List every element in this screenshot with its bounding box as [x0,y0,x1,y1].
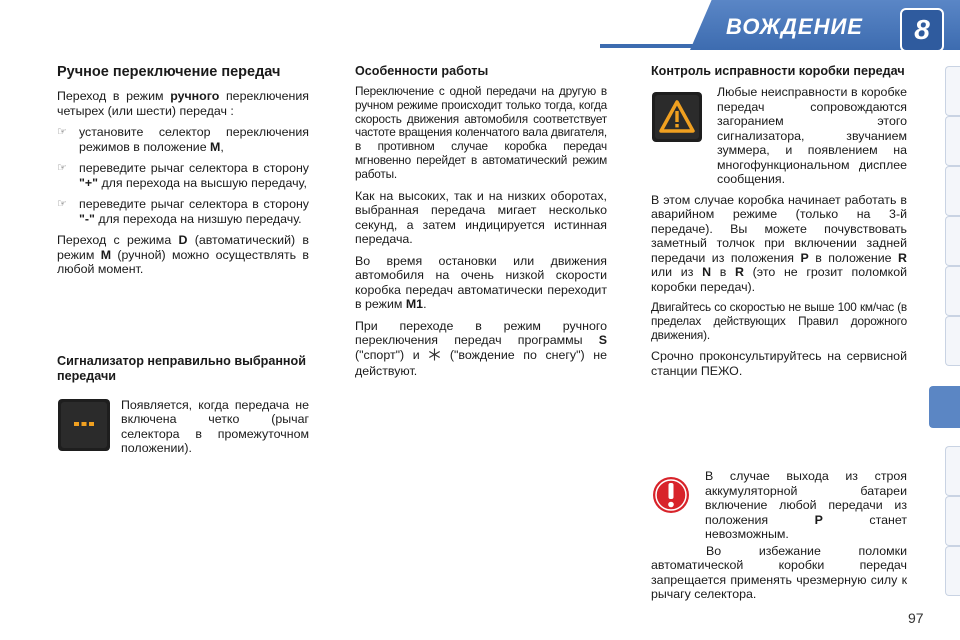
chapter-tab-active[interactable] [929,386,960,428]
warning-block [651,85,907,187]
column-operation [355,64,607,386]
column-gearbox-check [651,64,907,609]
gear-indicator-icon [57,398,111,456]
pointing-hand-icon: ☞ [57,162,67,174]
section-heading-manual: Ручное переключение передач [57,64,281,80]
paragraph: Двигайтесь со скоростью не выше 100 км/час (в пределах действующих Правил дорожного движения). [651,300,907,342]
warning-text: Любые неисправности в коробке передач сопровождаются загоранием этого сигнализатора, звучанием зуммера, и появлением на многофункциональном дисплее сообщения. [717,85,907,186]
paragraph: Переход в режим ручного переключения четырех (или шести) передач : [57,89,309,118]
exclamation-alert-icon [651,475,705,519]
paragraph: Переход с режима D (автоматический) в режим M (ручной) можно осуществлять в любой момент. [57,233,310,276]
paragraph: При переходе в режим ручного переключения передач программы S ("спорт") и ("вождение по снегу") не действуют. [355,318,607,379]
list-item: ☞ установите селектор переключения режимов в положение M, [57,125,309,154]
paragraph: Во время остановки или движения автомобиля на очень низкой скорости коробка передач автоматически переходит в режим M1. [355,253,607,312]
section-heading-gear-indicator: Сигнализатор неправильно выбранной передачи [57,353,306,383]
chapter-tab[interactable] [945,116,960,166]
gear-indicator-block [57,398,309,456]
section-heading-operation: Особенности работы [355,64,489,78]
paragraph: Переключение с одной передачи на другую в ручном режиме происходит только тогда, когда скорость движения автомобиля соответствует частоте вращения коленчатого вала двигателя, в противном случае коробка передач мгновенно перейдет в автоматический режим работы. [355,84,607,181]
chapter-tab[interactable] [945,216,960,266]
chapter-tab[interactable] [945,496,960,546]
chapter-tab-rail [940,66,960,626]
alert-text: В случае выхода из строя аккумуляторной батареи включение любой передачи из положения P станет невозможным. [705,469,907,542]
paragraph: В этом случае коробка начинает работать в аварийном режиме (только на 3-й передаче). Вы можете почувствовать заметный толчок при включении задней передачи из положения P в положение R или из N в R (это не грозит поломкой коробки передач). [651,192,908,294]
chapter-badge [900,8,944,52]
alert-block [651,469,907,542]
pointing-hand-icon: ☞ [57,198,67,210]
chapter-tab[interactable] [945,546,960,596]
paragraph: Срочно проконсультируйтесь на сервисной станции ПЕЖО. [651,349,907,378]
chapter-tab[interactable] [945,446,960,496]
chapter-title: ВОЖДЕНИЕ [726,14,863,39]
chapter-number: 8 [914,14,930,45]
snowflake-icon [428,348,441,365]
page-number: 97 [908,610,924,626]
gear-indicator-text: Появляется, когда передача не включена четко (рычаг селектора в промежуточном положении). [121,397,309,455]
chapter-tab[interactable] [945,66,960,116]
column-manual-shift [57,64,309,456]
section-heading-gearbox-check: Контроль исправности коробки передач [651,64,905,78]
list-item: ☞ переведите рычаг селектора в сторону "-" для перехода на низшую передачу. [57,197,309,226]
chapter-tab[interactable] [945,166,960,216]
chapter-tab[interactable] [945,316,960,366]
paragraph: Во избежание поломки автоматической коробки передач запрещается применять чрезмерную силу к рычагу селектора. [651,543,907,602]
chapter-tab[interactable] [945,266,960,316]
warning-triangle-icon [651,91,717,147]
paragraph: Как на высоких, так и на низких оборотах, выбранная передача мигает несколько секунд, а затем индицируется истинная передача. [355,188,607,247]
pointing-hand-icon: ☞ [57,126,67,138]
list-item: ☞ переведите рычаг селектора в сторону "+" для перехода на высшую передачу, [57,161,309,190]
